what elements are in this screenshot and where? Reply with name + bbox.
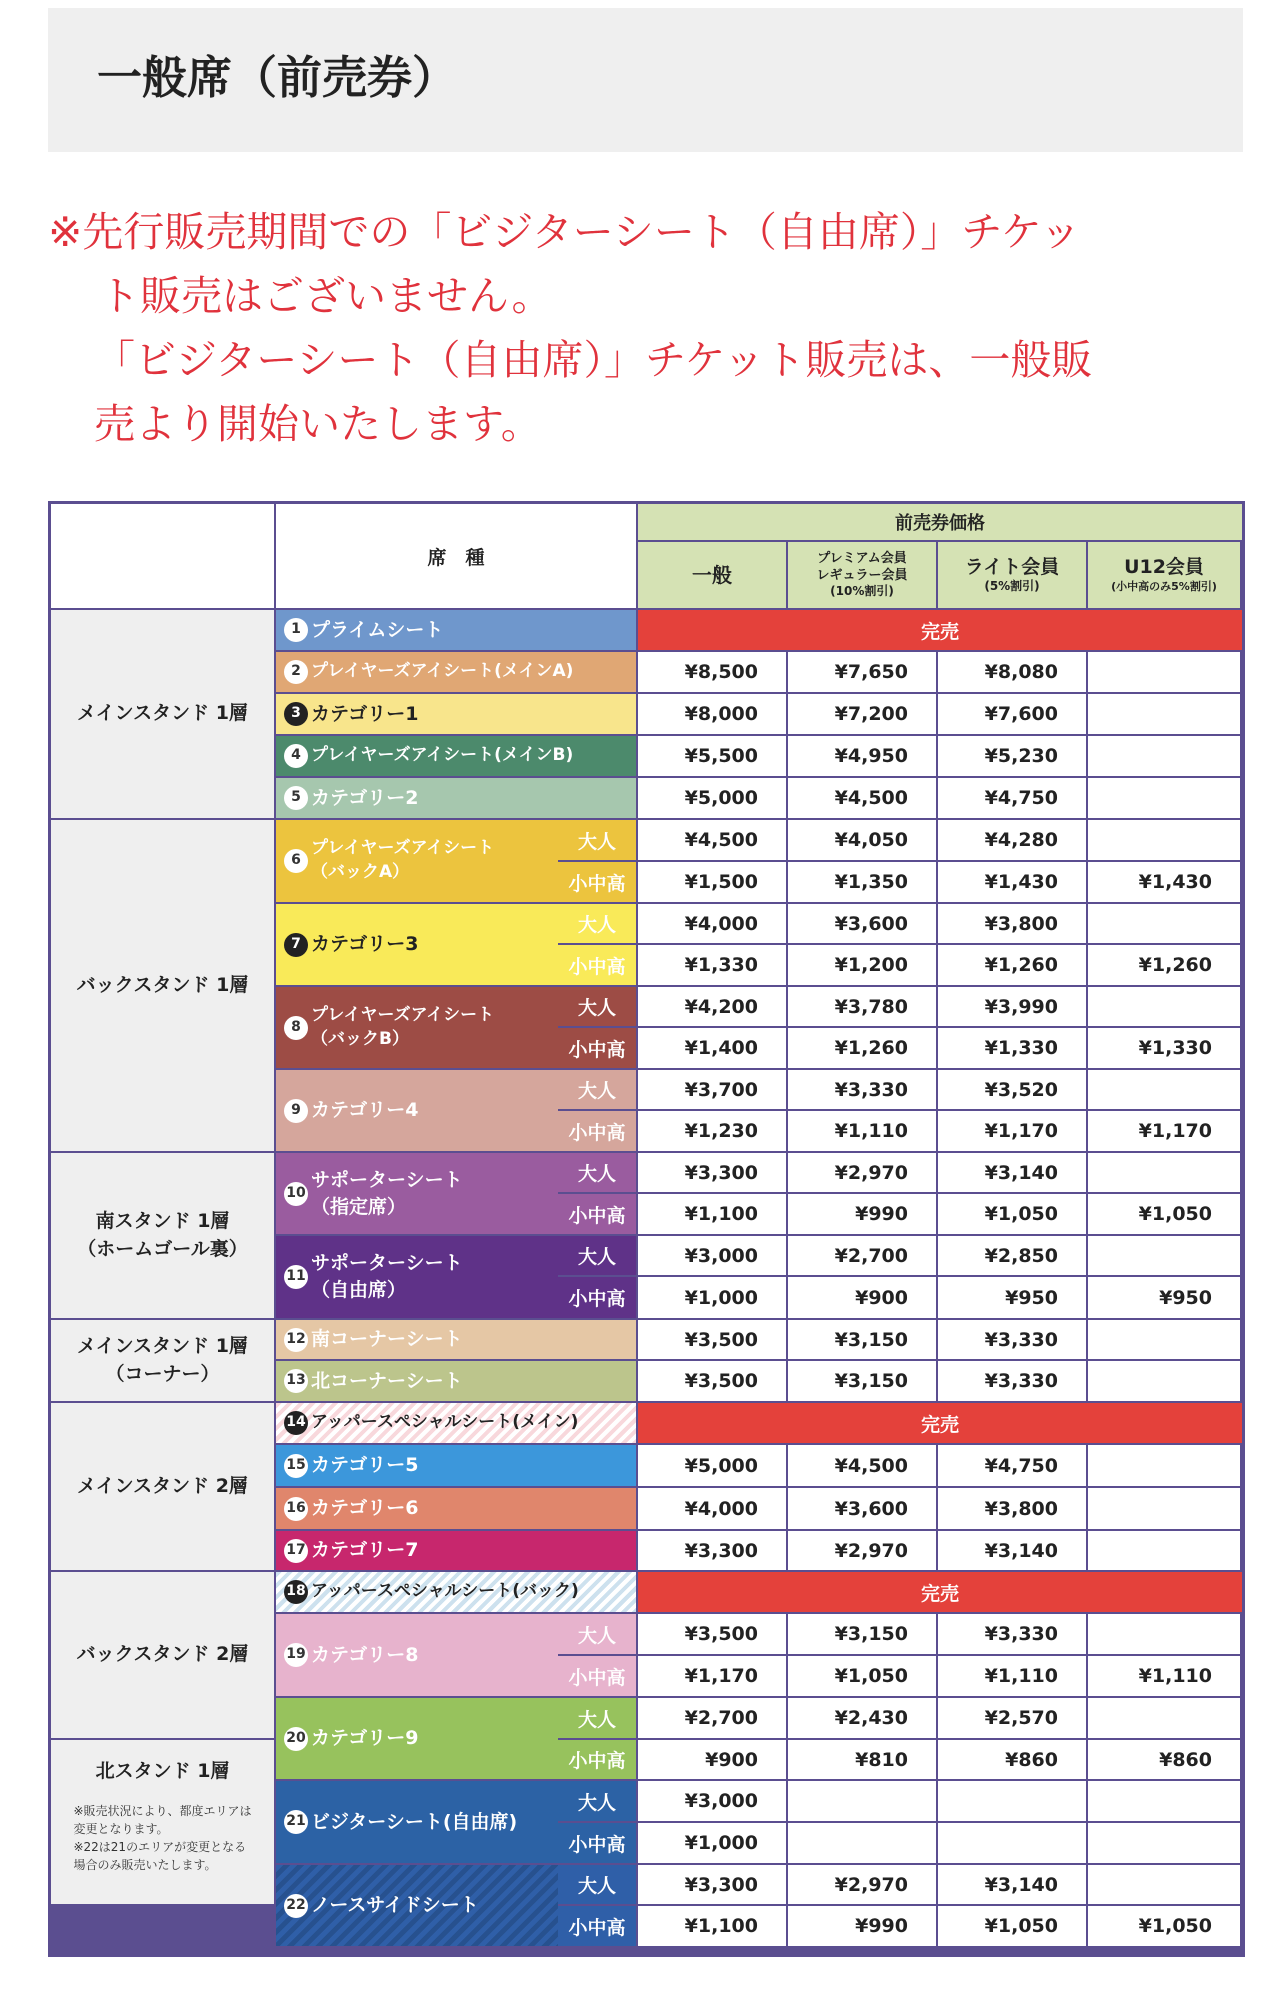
price-cell: ¥5,000 [638,778,786,818]
price-cell [1088,652,1240,692]
price-cell: ¥950 [938,1277,1086,1318]
seat-name: プレイヤーズアイシート （バックA） [311,838,495,882]
price-cell [1088,1823,1240,1863]
seat-7 [276,904,558,985]
price-cell [1088,1153,1240,1192]
price-cell: ¥1,170 [938,1111,1086,1151]
age-label: 大人 [558,1781,636,1821]
age-label: 小中高 [558,1906,636,1946]
price-cell: ¥1,100 [638,1194,786,1234]
seat-2 [276,652,636,692]
seat-8 [276,987,558,1068]
price-cell: ¥1,110 [938,1656,1086,1696]
seat-number-badge: 12 [284,1328,308,1352]
seat-number-badge: 7 [284,933,308,957]
price-cell: ¥8,000 [638,694,786,734]
price-cell: ¥1,330 [638,945,786,985]
price-cell: ¥4,280 [938,820,1086,860]
price-cell [1088,1361,1240,1401]
seat-name: カテゴリー3 [311,933,419,956]
seat-number-badge: 4 [284,744,308,768]
price-cell: ¥2,970 [788,1865,936,1904]
notice-line-2: ト販売はございません。 [99,272,553,320]
seat-1 [276,610,636,650]
seat-name: ノースサイドシート [311,1894,479,1917]
price-cell: ¥3,600 [788,904,936,943]
seat-4 [276,736,636,776]
seat-number-badge: 14 [284,1411,308,1435]
seat-name: アッパースペシャルシート(バック) [311,1581,579,1602]
price-cell [1088,1236,1240,1275]
seat-type-header: 席 種 [276,504,636,608]
price-cell: ¥990 [788,1906,936,1946]
price-cell: ¥2,970 [788,1153,936,1192]
seat-name: カテゴリー1 [311,702,419,725]
age-label: 大人 [558,1698,636,1738]
price-cell [1088,820,1240,860]
seat-name: プレイヤーズアイシート(メインB) [311,745,574,766]
seat-number-badge: 1 [284,618,308,642]
seat-22 [276,1865,558,1946]
seat-number-badge: 17 [284,1539,308,1563]
price-cell: ¥4,000 [638,1488,786,1529]
price-cell: ¥1,430 [1088,862,1240,902]
price-cell [1088,1445,1240,1486]
price-cell [1088,1531,1240,1570]
area-notes: ※販売状況により、都度エリアは 変更となります。 ※22は21のエリアが変更となる 場合のみ販売いたします。 [73,1803,252,1872]
price-table [48,501,1245,1957]
price-cell: ¥900 [788,1277,936,1318]
price-cell: ¥1,260 [938,945,1086,985]
seat-number-badge: 21 [284,1810,308,1834]
price-cell [1088,1865,1240,1904]
price-cell: ¥2,570 [938,1698,1086,1738]
price-cell: ¥3,500 [638,1614,786,1654]
seat-name: サポーターシート （自由席） [311,1252,463,1301]
price-cell: ¥2,430 [788,1698,936,1738]
seat-name: サポーターシート （指定席） [311,1168,463,1218]
price-cell: ¥1,260 [788,1028,936,1068]
price-cell: ¥4,050 [788,820,936,860]
price-cell: ¥1,330 [938,1028,1086,1068]
price-cell: ¥2,850 [938,1236,1086,1275]
seat-number-badge: 22 [284,1894,308,1918]
price-cell: ¥3,700 [638,1070,786,1109]
price-cell: ¥3,330 [788,1070,936,1109]
price-cell: ¥4,750 [938,1445,1086,1486]
seat-9 [276,1070,558,1151]
price-cell: ¥4,200 [638,987,786,1026]
price-cell: ¥1,110 [788,1111,936,1151]
seat-name: ビジターシート(自由席) [311,1810,518,1833]
seat-number-badge: 6 [284,849,308,873]
seat-number-badge: 16 [284,1497,308,1521]
price-cell: ¥860 [1088,1740,1240,1779]
age-label: 大人 [558,904,636,943]
price-cell: ¥950 [1088,1277,1240,1318]
seat-number-badge: 2 [284,660,308,684]
price-cell [938,1823,1086,1863]
age-label: 小中高 [558,1740,636,1779]
seat-number-badge: 19 [284,1643,308,1667]
area-2: バックスタンド 1層 [51,820,274,1151]
seat-number-badge: 11 [284,1265,308,1289]
col-header-2: プレミアム会員 レギュラー会員 (10%割引) [788,542,936,608]
seat-number-badge: 3 [284,702,308,726]
seat-15 [276,1445,636,1486]
price-cell: ¥3,800 [938,1488,1086,1529]
price-cell: ¥1,400 [638,1028,786,1068]
seat-name: プレイヤーズアイシート(メインA) [311,661,574,682]
seat-name: カテゴリー4 [311,1099,419,1122]
price-cell: ¥8,080 [938,652,1086,692]
seat-3 [276,694,636,734]
price-cell: ¥7,600 [938,694,1086,734]
sold-out-label: 完売 [638,610,1242,650]
price-cell: ¥1,500 [638,862,786,902]
seat-number-badge: 10 [284,1182,308,1206]
price-cell: ¥3,330 [938,1361,1086,1401]
seat-name: アッパースペシャルシート(メイン) [311,1412,579,1433]
seat-6 [276,820,558,902]
price-cell [1088,778,1240,818]
seat-12 [276,1320,636,1359]
age-label: 大人 [558,1614,636,1654]
price-cell: ¥3,990 [938,987,1086,1026]
price-cell: ¥3,800 [938,904,1086,943]
seat-19 [276,1614,558,1696]
price-cell: ¥3,330 [938,1614,1086,1654]
price-cell: ¥1,350 [788,862,936,902]
age-label: 小中高 [558,945,636,985]
price-cell: ¥900 [638,1740,786,1779]
seat-name: カテゴリー2 [311,786,419,809]
age-label: 小中高 [558,1028,636,1068]
price-cell: ¥860 [938,1740,1086,1779]
price-cell: ¥8,500 [638,652,786,692]
seat-20 [276,1698,558,1779]
seat-number-badge: 9 [284,1099,308,1123]
area-1: メインスタンド 1層 [51,610,274,818]
price-cell [788,1781,936,1821]
price-cell: ¥990 [788,1194,936,1234]
price-cell: ¥1,330 [1088,1028,1240,1068]
header-blank [51,504,274,608]
price-cell [1088,1488,1240,1529]
area-5: メインスタンド 2層 [51,1403,274,1570]
seat-18 [276,1572,636,1612]
price-cell: ¥3,600 [788,1488,936,1529]
area-4: メインスタンド 1層 （コーナー） [51,1320,274,1401]
sold-out-label: 完売 [638,1403,1242,1443]
price-cell: ¥4,950 [788,736,936,776]
seat-number-badge: 15 [284,1454,308,1478]
seat-name: プライムシート [311,618,444,641]
price-cell: ¥1,050 [788,1656,936,1696]
seat-number-badge: 20 [284,1727,308,1751]
seat-name: カテゴリー6 [311,1497,419,1520]
price-cell: ¥1,000 [638,1823,786,1863]
age-label: 大人 [558,987,636,1026]
price-cell: ¥3,140 [938,1531,1086,1570]
age-label: 大人 [558,1865,636,1904]
age-label: 大人 [558,820,636,860]
age-label: 小中高 [558,1277,636,1318]
age-label: 小中高 [558,862,636,902]
seat-name: プレイヤーズアイシート （バックB） [311,1004,495,1049]
seat-16 [276,1488,636,1529]
seat-name: カテゴリー8 [311,1643,419,1666]
price-cell: ¥3,150 [788,1320,936,1359]
price-cell: ¥3,000 [638,1236,786,1275]
price-cell: ¥1,170 [1088,1111,1240,1151]
price-cell [1088,987,1240,1026]
seat-number-badge: 18 [284,1580,308,1604]
price-cell: ¥1,050 [938,1906,1086,1946]
price-cell [1088,694,1240,734]
age-label: 大人 [558,1236,636,1275]
price-cell: ¥5,500 [638,736,786,776]
price-cell: ¥1,200 [788,945,936,985]
price-cell [1088,904,1240,943]
seat-10 [276,1153,558,1234]
seat-14 [276,1403,636,1443]
price-cell: ¥3,500 [638,1320,786,1359]
seat-5 [276,778,636,818]
price-cell: ¥3,140 [938,1153,1086,1192]
seat-name: 南コーナーシート [311,1328,463,1351]
price-cell: ¥5,000 [638,1445,786,1486]
seat-17 [276,1531,636,1570]
seat-number-badge: 5 [284,786,308,810]
price-cell [1088,1320,1240,1359]
price-cell: ¥4,500 [788,778,936,818]
price-cell: ¥1,430 [938,862,1086,902]
price-cell: ¥1,000 [638,1277,786,1318]
col-header-4: U12会員 (小中高のみ5%割引) [1088,542,1240,608]
price-cell: ¥1,050 [1088,1906,1240,1946]
price-cell: ¥1,050 [1088,1194,1240,1234]
price-cell: ¥3,150 [788,1361,936,1401]
seat-name: カテゴリー9 [311,1727,419,1750]
seat-number-badge: 8 [284,1016,308,1040]
price-cell [1088,1698,1240,1738]
age-label: 小中高 [558,1656,636,1696]
seat-name: カテゴリー5 [311,1454,419,1477]
seat-name: 北コーナーシート [311,1369,463,1392]
col-header-3: ライト会員 (5%割引) [938,542,1086,608]
price-cell: ¥4,000 [638,904,786,943]
section-header [48,8,1243,152]
price-cell [938,1781,1086,1821]
age-label: 大人 [558,1153,636,1192]
notice-line-3: 「ビジターシート（自由席）」チケット販売は、一般販 [94,336,1093,384]
age-label: 小中高 [558,1111,636,1151]
price-cell: ¥3,500 [638,1361,786,1401]
price-cell: ¥4,500 [638,820,786,860]
price-cell: ¥3,150 [788,1614,936,1654]
price-cell: ¥7,650 [788,652,936,692]
age-label: 小中高 [558,1194,636,1234]
price-cell [1088,736,1240,776]
notice-line-4: 売より開始いたします。 [94,400,542,448]
price-cell: ¥3,300 [638,1865,786,1904]
price-cell: ¥4,500 [788,1445,936,1486]
area-6: バックスタンド 2層 [51,1572,274,1738]
page-title: 一般席（前売券） [97,51,458,104]
price-cell: ¥1,260 [1088,945,1240,985]
price-cell: ¥3,300 [638,1153,786,1192]
price-header: 前売券価格 [638,504,1242,540]
price-cell: ¥810 [788,1740,936,1779]
price-cell [788,1823,936,1863]
price-cell: ¥3,000 [638,1781,786,1821]
price-cell: ¥3,520 [938,1070,1086,1109]
price-cell: ¥1,050 [938,1194,1086,1234]
seat-11 [276,1236,558,1318]
price-cell: ¥1,100 [638,1906,786,1946]
col-header-1: 一般 [638,542,786,608]
notice-line-1: ※先行販売期間での「ビジターシート（自由席）」チケッ [48,208,1081,256]
seat-name: カテゴリー7 [311,1539,419,1562]
price-cell: ¥2,970 [788,1531,936,1570]
price-cell: ¥5,230 [938,736,1086,776]
price-cell: ¥3,780 [788,987,936,1026]
price-cell: ¥3,330 [938,1320,1086,1359]
price-cell: ¥3,140 [938,1865,1086,1904]
price-cell: ¥1,230 [638,1111,786,1151]
price-cell [1088,1614,1240,1654]
price-cell: ¥1,170 [638,1656,786,1696]
price-cell: ¥1,110 [1088,1656,1240,1696]
seat-21 [276,1781,558,1863]
price-cell: ¥2,700 [638,1698,786,1738]
age-label: 小中高 [558,1823,636,1863]
price-cell: ¥7,200 [788,694,936,734]
seat-13 [276,1361,636,1401]
sold-out-label: 完売 [638,1572,1242,1612]
price-cell: ¥4,750 [938,778,1086,818]
area-7: 北スタンド 1層 ※販売状況により、都度エリアは 変更となります。 ※22は21のエリアが変更となる 場合のみ販売いたします。 [51,1740,274,1904]
age-label: 大人 [558,1070,636,1109]
price-cell [1088,1070,1240,1109]
price-cell [1088,1781,1240,1821]
seat-number-badge: 13 [284,1369,308,1393]
price-cell: ¥3,300 [638,1531,786,1570]
area-3: 南スタンド 1層 （ホームゴール裏） [51,1153,274,1318]
price-cell: ¥2,700 [788,1236,936,1275]
